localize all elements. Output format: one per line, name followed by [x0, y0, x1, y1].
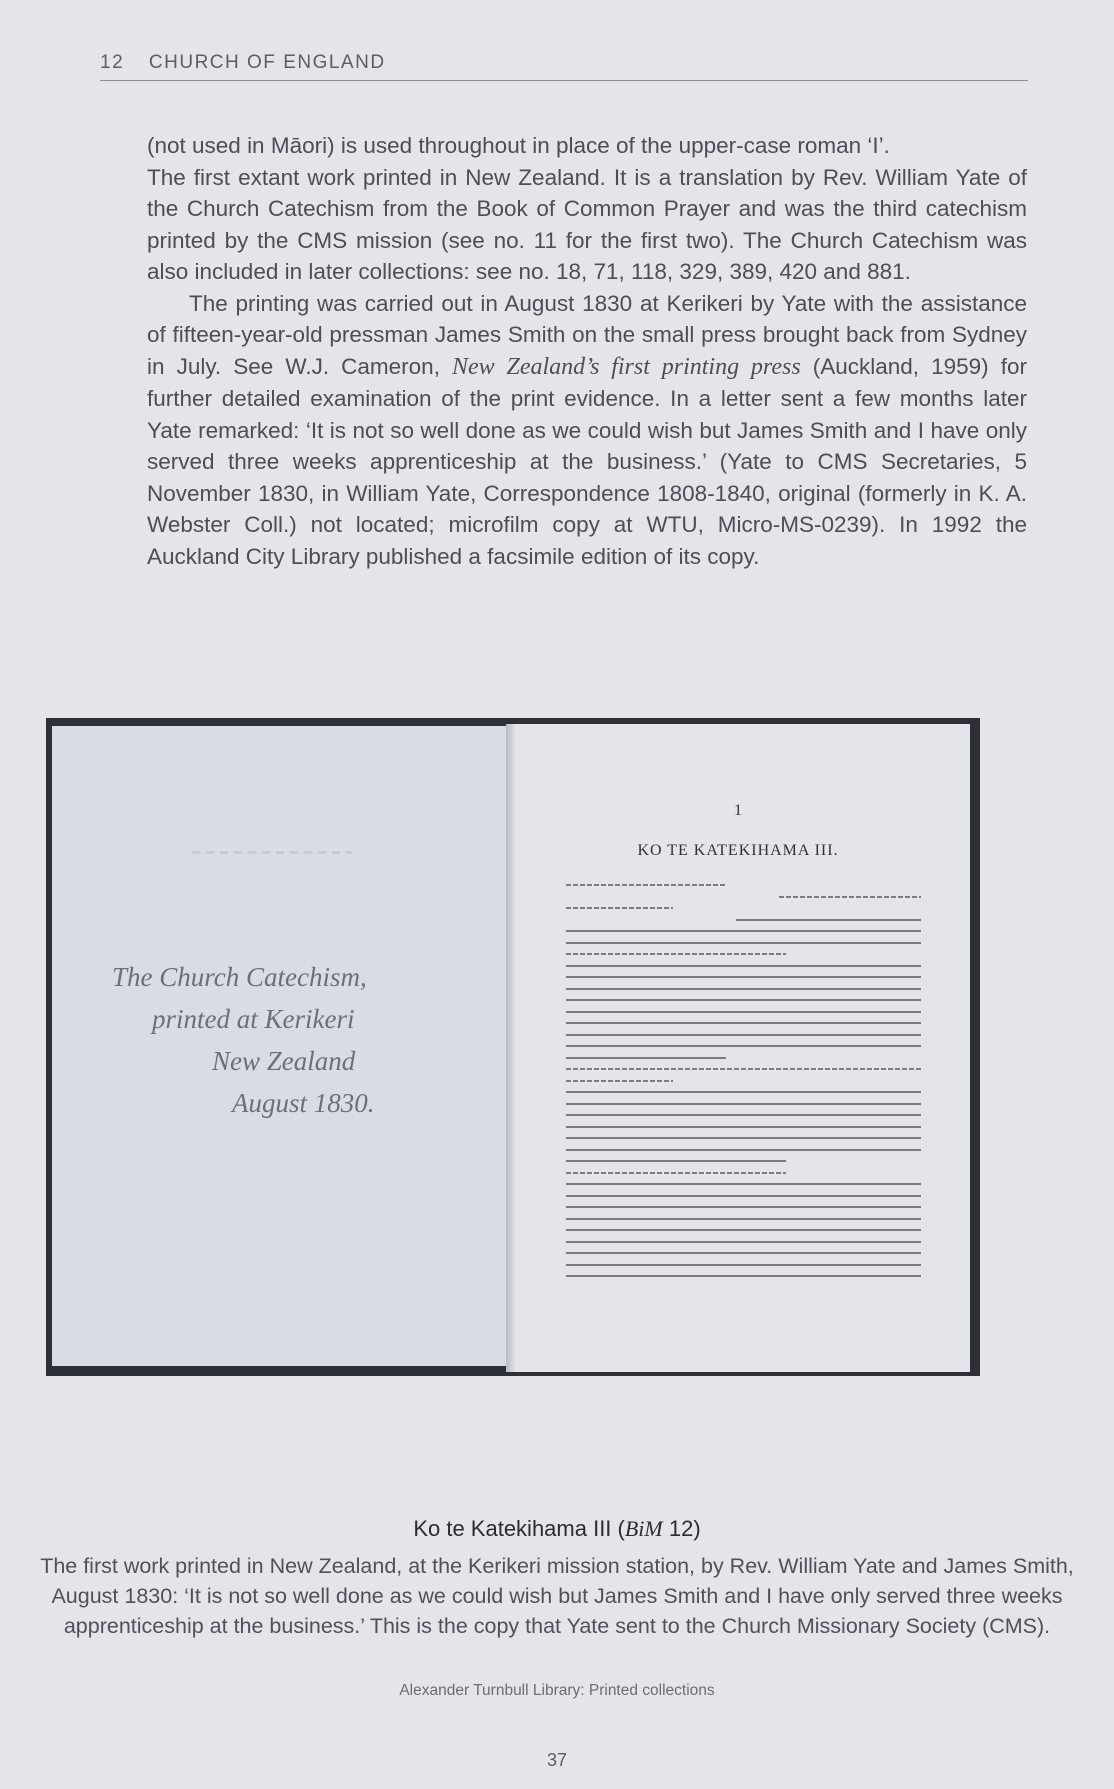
print-line — [566, 1183, 921, 1185]
printed-page-title: KO TE KATEKIHAMA III. — [637, 842, 839, 859]
print-line — [779, 896, 921, 898]
print-line — [566, 976, 921, 978]
image-credit: Alexander Turnbull Library: Printed collections — [399, 1682, 715, 1699]
paragraph-2: The first extant work printed in New Zealand. It is a translation by Rev. William Yate of the Church Catechism from the Book of Common Prayer and was the third catechism printed by the CMS mission (see no. 11 for the first two). The Church Catechism was also included in later collections: see no. 18, 71, 118, 329, 389, 420 and 881. — [147, 164, 1027, 284]
book-title-italic: New Zealand’s first printing press — [452, 353, 801, 380]
print-line — [566, 907, 673, 909]
paragraph-3 — [147, 288, 1027, 573]
print-line — [566, 1149, 921, 1151]
print-line — [566, 1034, 921, 1036]
print-line — [566, 1011, 921, 1013]
print-line — [566, 1195, 921, 1197]
print-line — [566, 1218, 921, 1220]
caption-title-italic: BiM — [624, 1516, 663, 1541]
facsimile-plate — [46, 718, 980, 1376]
faint-pencil-line — [192, 851, 352, 854]
print-line — [566, 1114, 921, 1116]
print-line — [736, 919, 921, 921]
print-line — [566, 1045, 921, 1047]
caption-text: The first work printed in New Zealand, at the Kerikeri mission station, by Rev. William Yate and James Smith, August 1830: ‘It is not so well done as we could wish but James Smith and I have only served three weeks apprenticeship at the business.’ This is the copy that Yate sent to the Church Missionary Society (CMS). — [40, 1554, 1074, 1638]
handwriting-line: New Zealand — [212, 1046, 356, 1076]
print-line — [566, 884, 726, 886]
paragraph-3-part-b: (Auckland, 1959) for further detailed examination of the print evidence. In a letter sent a few months later Yate remarked: ‘It is not so well done as we could wish but James Smith and I have only served three weeks apprenticeship at the business.’ (Yate to CMS Secretaries, 5 November 1830, in William Yate, Correspondence 1808-1840, original (formerly in K. A. Webster Coll.) not located; microfilm copy at WTU, Micro-MS-0239). In 1992 the Auckland City Library published a facsimile edition of its copy. — [147, 353, 1027, 569]
caption-title — [0, 1516, 1114, 1542]
print-line — [566, 965, 921, 967]
print-line — [566, 1057, 726, 1059]
left-leaf — [52, 726, 506, 1366]
print-line — [566, 1264, 921, 1266]
print-line — [566, 1103, 921, 1105]
print-line — [566, 1160, 786, 1162]
body-text — [147, 130, 1027, 572]
print-line — [566, 999, 921, 1001]
header-page-number: 12 — [100, 52, 125, 73]
print-line — [566, 988, 921, 990]
header-running-title: CHURCH OF ENGLAND — [148, 52, 386, 73]
print-line — [566, 1022, 921, 1024]
right-leaf — [506, 724, 970, 1372]
print-line — [566, 1206, 921, 1208]
paragraph-1: (not used in Māori) is used throughout in place of the upper-case roman ‘I’. — [147, 133, 890, 158]
caption-title-part-a: Ko te Katekihama III ( — [413, 1516, 625, 1541]
page-folio: 37 — [546, 1750, 568, 1770]
handwriting-line: The Church Catechism, — [112, 962, 367, 992]
print-line — [566, 1252, 921, 1254]
print-line — [566, 953, 786, 955]
handwritten-inscription — [112, 956, 472, 1124]
print-line — [566, 942, 921, 944]
caption-title-part-b: 12) — [662, 1516, 701, 1541]
print-line — [566, 1068, 921, 1070]
print-line — [566, 1080, 673, 1082]
printed-text-block — [566, 884, 921, 1287]
print-line — [566, 1275, 921, 1277]
paragraph-3-part-a: The printing was carried out in August 1830 at Kerikeri by Yate with the assistance of fifteen-year-old pressman James Smith on the small press brought back from Sydney in July. See W.J. Cameron, — [147, 290, 1027, 379]
printed-page-numeral: 1 — [734, 802, 742, 819]
print-line — [566, 930, 921, 932]
print-line — [566, 1229, 921, 1231]
print-line — [566, 1172, 786, 1174]
print-line — [566, 1241, 921, 1243]
handwriting-line: August 1830. — [232, 1088, 375, 1118]
handwriting-line: printed at Kerikeri — [152, 1004, 355, 1034]
print-line — [566, 1137, 921, 1139]
print-line — [566, 1126, 921, 1128]
running-head — [100, 52, 1028, 81]
print-line — [566, 1091, 921, 1093]
